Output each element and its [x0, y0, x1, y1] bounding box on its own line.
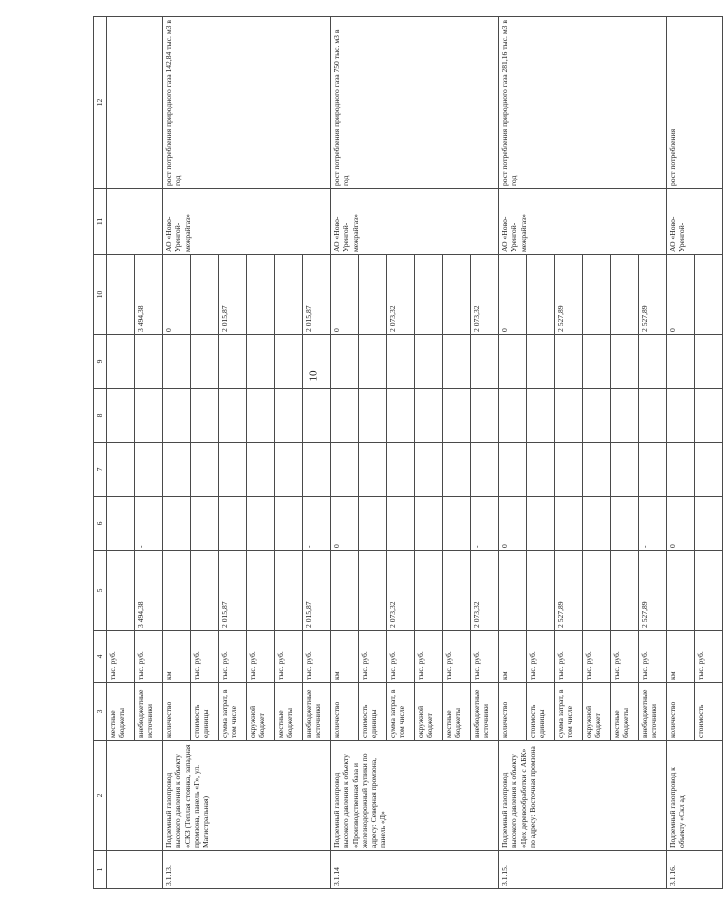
cell-col10-total: 2 527,89 [555, 255, 583, 335]
cell-indicator: количество [331, 683, 359, 741]
cell-col6-value [555, 497, 583, 551]
cell-col8-value [583, 389, 611, 443]
cell-col5-value [191, 551, 219, 631]
cell-col5-value [331, 551, 359, 631]
cell-col8-value [135, 389, 163, 443]
column-header-10: 10 [94, 255, 107, 335]
cell-col6-value [695, 497, 723, 551]
cell-col6-value [443, 497, 471, 551]
cell-name-continuation [107, 741, 163, 851]
cell-unit: тыс. руб. [303, 631, 331, 683]
cell-col10-total [527, 255, 555, 335]
column-header-1: 1 [94, 851, 107, 889]
cell-col6-value [247, 497, 275, 551]
column-header-3: 3 [94, 683, 107, 741]
cell-unit: тыс. руб. [219, 631, 247, 683]
cell-col7-value [191, 443, 219, 497]
cell-col9-value [415, 335, 443, 389]
cell-indicator: местные бюджеты [275, 683, 303, 741]
cell-unit: тыс. руб. [359, 631, 387, 683]
cell-col7-value [527, 443, 555, 497]
cell-col5-value: 2 527,89 [555, 551, 583, 631]
cell-col10-total [107, 255, 135, 335]
cell-unit: км [163, 631, 191, 683]
cell-indicator: количество [499, 683, 527, 741]
cell-col9-value [219, 335, 247, 389]
cell-col9-value [163, 335, 191, 389]
cell-col9-value [107, 335, 135, 389]
cell-col7-value [387, 443, 415, 497]
cell-col7-value [331, 443, 359, 497]
cell-col7-value [583, 443, 611, 497]
table-row-continuation [107, 17, 135, 889]
item-effect: рост потребления [667, 17, 723, 189]
cell-col9-value [191, 335, 219, 389]
item-name: Подземный газопровод высокого давления к объекту «Производственная база и железнодорожный тупики по адресу: Северная промзона, панель «Д» [331, 741, 499, 851]
cell-col5-value [443, 551, 471, 631]
cell-col10-total [583, 255, 611, 335]
cell-col9-value [387, 335, 415, 389]
item-number: 3.1.13. [163, 851, 331, 889]
cell-col7-value [667, 443, 695, 497]
cell-unit: тыс. руб. [471, 631, 499, 683]
cell-col9-value [135, 335, 163, 389]
cell-col10-total: 2 073,32 [471, 255, 499, 335]
cell-indicator: внебюджетные источники [135, 683, 163, 741]
cell-col5-value [611, 551, 639, 631]
cell-col6-value: - [135, 497, 163, 551]
cell-col7-value [107, 443, 135, 497]
cell-col5-value: 2 073,32 [387, 551, 415, 631]
cell-col8-value [443, 389, 471, 443]
cell-col9-value [359, 335, 387, 389]
cell-col6-value [359, 497, 387, 551]
cell-col8-value [471, 389, 499, 443]
cell-col5-value [107, 551, 135, 631]
column-header-8: 8 [94, 389, 107, 443]
cell-col8-value [191, 389, 219, 443]
cell-col8-value [275, 389, 303, 443]
cell-indicator: сумма затрат, в том числе [219, 683, 247, 741]
cell-col5-value [163, 551, 191, 631]
cell-col8-value [695, 389, 723, 443]
cell-col5-value: 3 494,38 [135, 551, 163, 631]
cell-col6-value: - [639, 497, 667, 551]
cell-col5-value: 2 073,32 [471, 551, 499, 631]
cell-col8-value [667, 389, 695, 443]
column-header-2: 2 [94, 741, 107, 851]
column-header-4: 4 [94, 631, 107, 683]
cell-col6-value: - [471, 497, 499, 551]
cell-effect-continuation [107, 17, 163, 189]
cell-col8-value [555, 389, 583, 443]
cell-indicator: местные бюджеты [107, 683, 135, 741]
cell-col7-value [415, 443, 443, 497]
item-effect: рост потребления природного газа 281,16 тыс. м3 в год [499, 17, 667, 189]
cell-col6-value [611, 497, 639, 551]
cell-indicator: внебюджетные источники [303, 683, 331, 741]
cell-unit: тыс. руб. [107, 631, 135, 683]
cell-col6-value [275, 497, 303, 551]
item-executor: АО «Ново-Уренгой-межрайгаз» [163, 189, 331, 255]
cell-indicator: местные бюджеты [611, 683, 639, 741]
cell-col10-total [191, 255, 219, 335]
cell-col7-value [639, 443, 667, 497]
cell-col9-value [527, 335, 555, 389]
cell-col7-value [275, 443, 303, 497]
cell-indicator: стоимость [695, 683, 723, 741]
cell-col6-value [191, 497, 219, 551]
cell-col9-value [499, 335, 527, 389]
column-header-5: 5 [94, 551, 107, 631]
cell-col5-value [527, 551, 555, 631]
cell-col9-value [443, 335, 471, 389]
cell-col10-total: 2 015,87 [219, 255, 247, 335]
cell-col6-value: - [303, 497, 331, 551]
cell-unit: тыс. руб. [247, 631, 275, 683]
cell-col5-value: 2 527,89 [639, 551, 667, 631]
cell-unit: тыс. руб. [583, 631, 611, 683]
cell-col10-total: 2 073,32 [387, 255, 415, 335]
item-effect: рост потребления природного газа 142,84 тыс. м3 в год [163, 17, 331, 189]
item-name: Подземный газопровод высокого давления к объекту «СКЗ (Теплая стоянка, западная промзона, панель «Г», ул. Магистральная) [163, 741, 331, 851]
cell-col10-total: 0 [163, 255, 191, 335]
cell-col9-value [555, 335, 583, 389]
column-header-6: 6 [94, 497, 107, 551]
item-number: 3.1.16. [667, 851, 723, 889]
cell-col10-total [247, 255, 275, 335]
item-name: Подземный газопровод к объекту «Скл ад [667, 741, 723, 851]
cell-col8-value [359, 389, 387, 443]
cell-col8-value [387, 389, 415, 443]
cell-num-continuation [107, 851, 163, 889]
cell-col6-value [415, 497, 443, 551]
item-executor: АО «Ново-Уренгой- [667, 189, 723, 255]
cell-col8-value [499, 389, 527, 443]
item-number: 3.1.15. [499, 851, 667, 889]
cell-col9-value [695, 335, 723, 389]
table-body [107, 17, 723, 889]
cell-indicator: стоимость единицы [191, 683, 219, 741]
column-header-12: 12 [94, 17, 107, 189]
cell-col9-value [331, 335, 359, 389]
cell-col10-total [443, 255, 471, 335]
cell-col10-total [359, 255, 387, 335]
cell-col8-value [639, 389, 667, 443]
cell-indicator: внебюджетные источники [639, 683, 667, 741]
cell-col9-value [275, 335, 303, 389]
cell-col10-total: 0 [331, 255, 359, 335]
cell-col9-value [667, 335, 695, 389]
cell-col5-value [583, 551, 611, 631]
cell-col9-value [471, 335, 499, 389]
cell-col5-value [275, 551, 303, 631]
cell-col8-value [303, 389, 331, 443]
cell-col6-value [163, 497, 191, 551]
cell-col8-value [331, 389, 359, 443]
cell-col9-value [303, 335, 331, 389]
cell-unit: тыс. руб. [387, 631, 415, 683]
cell-indicator: окружной бюджет [583, 683, 611, 741]
cell-col10-total: 0 [499, 255, 527, 335]
column-header-7: 7 [94, 443, 107, 497]
cell-unit: км [499, 631, 527, 683]
cell-unit: тыс. руб. [639, 631, 667, 683]
cell-col7-value [611, 443, 639, 497]
cell-indicator: внебюджетные источники [471, 683, 499, 741]
cell-col8-value [219, 389, 247, 443]
cell-col9-value [583, 335, 611, 389]
cell-col10-total [275, 255, 303, 335]
cell-unit: тыс. руб. [135, 631, 163, 683]
item-executor: АО «Ново-Уренгой-межрайгаз» [331, 189, 499, 255]
cell-col7-value [219, 443, 247, 497]
cell-col8-value [163, 389, 191, 443]
cell-col7-value [303, 443, 331, 497]
cell-col5-value [247, 551, 275, 631]
cell-unit: тыс. руб. [695, 631, 723, 683]
cell-col5-value: 2 015,87 [219, 551, 247, 631]
cell-unit: тыс. руб. [443, 631, 471, 683]
cell-col5-value [415, 551, 443, 631]
cell-indicator: стоимость единицы [359, 683, 387, 741]
cell-col6-value: 0 [331, 497, 359, 551]
table-row [499, 17, 527, 889]
cell-indicator: сумма затрат, в том числе [555, 683, 583, 741]
cell-col5-value [499, 551, 527, 631]
cell-col10-total: 3 494,38 [135, 255, 163, 335]
cell-col7-value [499, 443, 527, 497]
cell-col10-total [695, 255, 723, 335]
item-name: Подземный газопровод высокого давления к объекту «Цех деревообработки с АБК» по адресу: Восточная промзона [499, 741, 667, 851]
cell-col7-value [359, 443, 387, 497]
cell-unit: тыс. руб. [415, 631, 443, 683]
column-header-9: 9 [94, 335, 107, 389]
cell-col6-value [583, 497, 611, 551]
item-executor: АО «Ново-Уренгой-межрайгаз» [499, 189, 667, 255]
item-effect: рост потребления природного газа 750 тыс. м3 в год [331, 17, 499, 189]
cell-indicator: количество [667, 683, 695, 741]
cell-col6-value [107, 497, 135, 551]
rotated-table-container [93, 17, 705, 889]
cell-unit: тыс. руб. [527, 631, 555, 683]
table-row [331, 17, 359, 889]
cell-col6-value [387, 497, 415, 551]
cell-unit: тыс. руб. [275, 631, 303, 683]
cell-indicator: количество [163, 683, 191, 741]
cell-col10-total [611, 255, 639, 335]
cell-col6-value [527, 497, 555, 551]
cell-col9-value [639, 335, 667, 389]
cell-col5-value: 2 015,87 [303, 551, 331, 631]
cell-indicator: окружной бюджет [247, 683, 275, 741]
table-row [163, 17, 191, 889]
cell-unit: тыс. руб. [191, 631, 219, 683]
table-row [667, 17, 695, 889]
cell-col5-value [359, 551, 387, 631]
cell-unit: км [667, 631, 695, 683]
cell-col7-value [471, 443, 499, 497]
cell-unit: тыс. руб. [611, 631, 639, 683]
cell-indicator: окружной бюджет [415, 683, 443, 741]
cell-col8-value [415, 389, 443, 443]
cell-col8-value [247, 389, 275, 443]
cell-col9-value [611, 335, 639, 389]
cell-col7-value [247, 443, 275, 497]
cell-col7-value [443, 443, 471, 497]
cell-col10-total [415, 255, 443, 335]
cell-col7-value [163, 443, 191, 497]
cell-unit: тыс. руб. [555, 631, 583, 683]
cell-indicator: сумма затрат, в том числе [387, 683, 415, 741]
cell-col7-value [695, 443, 723, 497]
cell-col7-value [555, 443, 583, 497]
cell-indicator: местные бюджеты [443, 683, 471, 741]
cell-indicator: стоимость единицы [527, 683, 555, 741]
cell-col10-total: 2 015,87 [303, 255, 331, 335]
cell-unit: км [331, 631, 359, 683]
item-number: 3.1.14 [331, 851, 499, 889]
cell-executor-continuation [107, 189, 163, 255]
cell-col6-value [219, 497, 247, 551]
cell-col6-value: 0 [667, 497, 695, 551]
investment-program-table [93, 16, 723, 889]
cell-col8-value [107, 389, 135, 443]
cell-col8-value [527, 389, 555, 443]
cell-col10-total: 0 [667, 255, 695, 335]
page-number: 10 [307, 370, 320, 382]
cell-col10-total: 2 527,89 [639, 255, 667, 335]
column-header-11: 11 [94, 189, 107, 255]
cell-col6-value: 0 [499, 497, 527, 551]
cell-col9-value [247, 335, 275, 389]
cell-col8-value [611, 389, 639, 443]
cell-col5-value [695, 551, 723, 631]
column-number-header-row [94, 17, 107, 889]
cell-col7-value [135, 443, 163, 497]
cell-col5-value [667, 551, 695, 631]
